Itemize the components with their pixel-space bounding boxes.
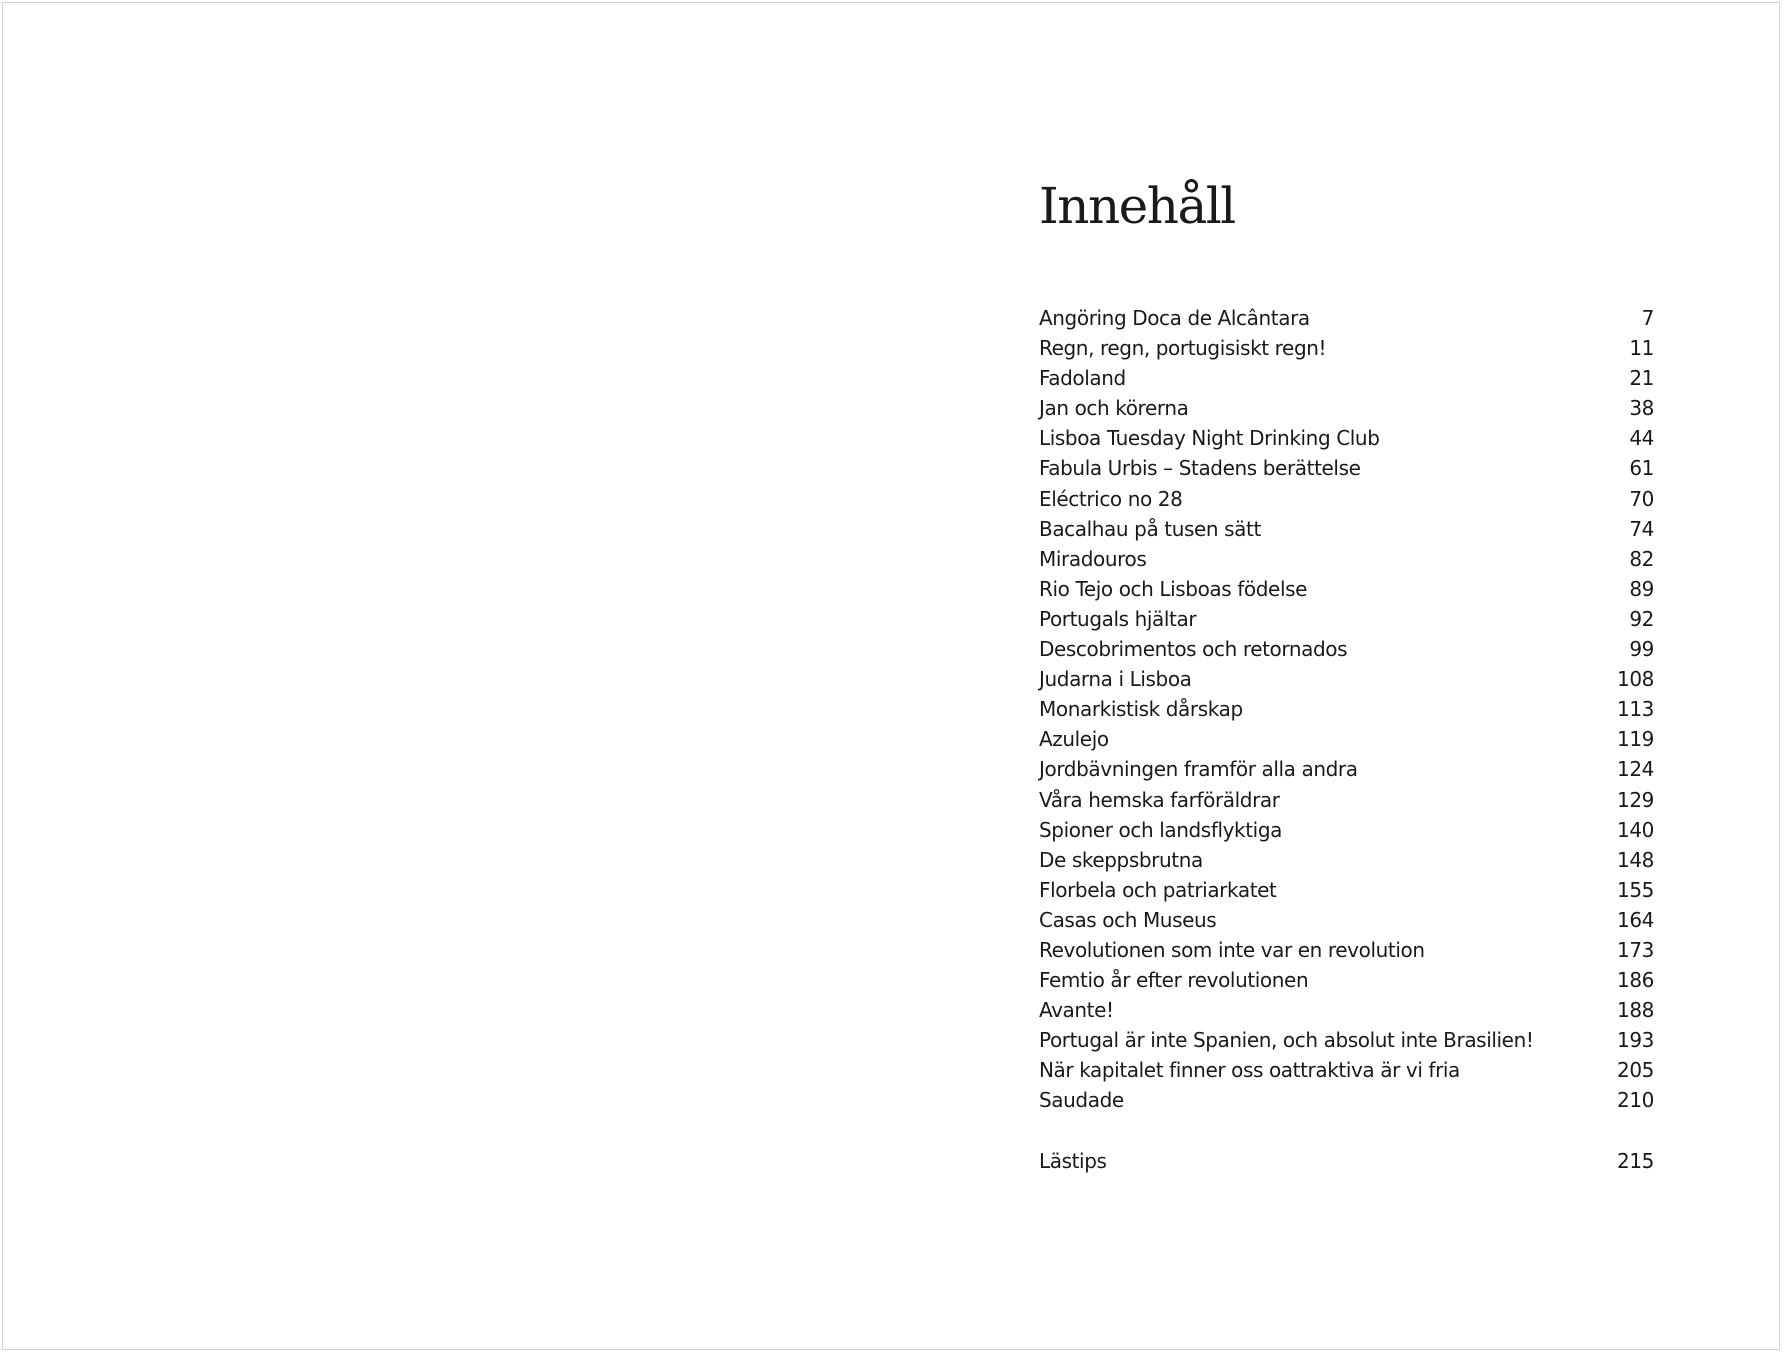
toc-entry-page: 70 [1629,486,1654,511]
toc-entry-page: 124 [1617,757,1654,782]
toc-entry-label: Miradouros [1039,546,1147,571]
toc-entry [1039,785,1654,815]
toc-entry-page: 119 [1617,727,1654,752]
toc-entry-label: Lästips [1039,1148,1107,1173]
toc-entry-label: Angöring Doca de Alcântara [1039,306,1310,330]
toc-entry-page: 82 [1629,546,1654,571]
toc-entry-label: Jordbävningen framför alla andra [1039,757,1358,782]
toc-entry-label: Portugals hjältar [1039,606,1197,631]
toc-entry-page: 155 [1617,877,1654,902]
toc-entry-label: Fabula Urbis – Stadens berättelse [1039,456,1361,481]
toc-entry-page: 92 [1629,606,1654,631]
toc-entry-page: 215 [1617,1148,1654,1173]
toc-entry [1039,1025,1654,1055]
toc-entry-label: Bacalhau på tusen sätt [1039,516,1261,541]
left-page-blank [3,3,892,1349]
toc-entry [1039,875,1654,905]
toc-entry [1039,694,1654,724]
toc-entry-page: 7 [1641,306,1654,330]
toc-entry-page: 38 [1629,396,1654,421]
toc-entry-label: De skeppsbrutna [1039,847,1203,872]
toc-entry-label: Fadoland [1039,366,1126,391]
toc-entry [1039,664,1654,694]
toc-entry-label: Våra hemska farföräldrar [1039,787,1280,812]
toc-entry-page: 74 [1629,516,1654,541]
toc-entry-label: Femtio år efter revolutionen [1039,968,1309,993]
toc-entry-page: 129 [1617,787,1654,812]
toc-entry-page: 193 [1617,1028,1654,1053]
toc-entry-label: Descobrimentos och retornados [1039,637,1348,662]
toc-entry [1039,363,1654,393]
toc-entry-page: 205 [1617,1058,1654,1083]
book-spread [2,2,1780,1350]
toc-entry [1039,604,1654,634]
toc-entry [1039,333,1654,363]
toc-entry-page: 108 [1617,667,1654,692]
toc-entry [1039,965,1654,995]
toc-entry [1039,514,1654,544]
toc-entry-label: Judarna i Lisboa [1039,667,1192,692]
toc-entry-page: 21 [1629,366,1654,391]
toc-entry-label: Spioner och landsflyktiga [1039,817,1282,842]
toc-entry-page: 11 [1629,336,1654,361]
toc-entry [1039,754,1654,784]
toc-entry [1039,905,1654,935]
toc-entry-page: 210 [1617,1088,1654,1113]
toc-entry-label: Revolutionen som inte var en revolution [1039,937,1425,962]
toc-entry [1039,574,1654,604]
toc-entry-label: Monarkistisk dårskap [1039,697,1243,722]
toc-entry [1039,423,1654,453]
toc-entry-label: Portugal är inte Spanien, och absolut inte Brasilien! [1039,1028,1534,1053]
toc-entry-page: 140 [1617,817,1654,842]
toc-entry [1039,935,1654,965]
toc-entry-label: Azulejo [1039,727,1109,752]
toc-entry-label: Casas och Museus [1039,907,1217,932]
toc-entry-page: 44 [1629,426,1654,451]
toc-entry-appendix [1039,1146,1654,1176]
toc-entry-label: När kapitalet finner oss oattraktiva är vi fria [1039,1058,1460,1083]
toc-entry [1039,1085,1654,1115]
toc-entry [1039,815,1654,845]
toc-entry-page: 188 [1617,998,1654,1023]
toc-entry-page: 99 [1629,637,1654,662]
toc-entry-label: Florbela och patriarkatet [1039,877,1277,902]
toc-entry-page: 186 [1617,968,1654,993]
toc-entry [1039,484,1654,514]
toc-entry [1039,1055,1654,1085]
toc-title: Innehåll [1039,177,1235,235]
toc-entry-label: Eléctrico no 28 [1039,486,1183,511]
toc-entry-page: 113 [1617,697,1654,722]
toc-entry-label: Regn, regn, portugisiskt regn! [1039,336,1327,361]
toc-entry-label: Avante! [1039,998,1114,1023]
toc-entry [1039,393,1654,423]
toc-entry [1039,724,1654,754]
toc-entry [1039,995,1654,1025]
toc-entry-label: Saudade [1039,1088,1124,1113]
toc-entry-label: Lisboa Tuesday Night Drinking Club [1039,426,1380,451]
toc-entry [1039,845,1654,875]
toc-entry-page: 148 [1617,847,1654,872]
toc-entry-label: Jan och körerna [1039,396,1189,421]
toc-entry [1039,303,1654,333]
toc-entry-page: 61 [1629,456,1654,481]
toc-entry-page: 164 [1617,907,1654,932]
toc-entry-page: 89 [1629,576,1654,601]
toc-entry-page: 173 [1617,937,1654,962]
toc-entry-label: Rio Tejo och Lisboas födelse [1039,576,1308,601]
toc-entry [1039,453,1654,483]
toc-entry [1039,634,1654,664]
right-page [892,3,1781,1349]
toc-entry [1039,544,1654,574]
toc-list [1039,303,1654,1176]
